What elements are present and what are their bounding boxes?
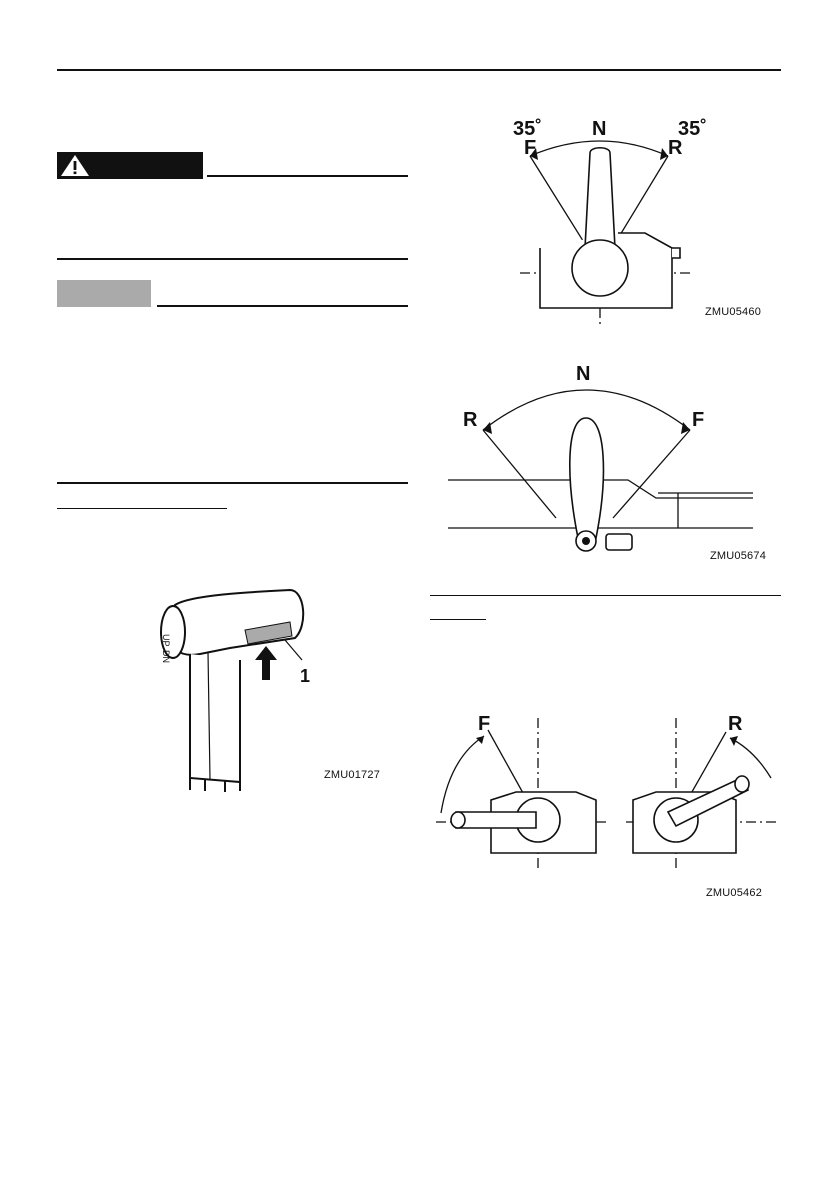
warning-header-rule bbox=[207, 175, 408, 177]
right-subheading-underline bbox=[430, 619, 486, 620]
lever-positions-figure-code: ZMU05462 bbox=[706, 887, 763, 899]
lever-angle-right-label: 35˚ bbox=[678, 118, 707, 140]
lever-positions-f-label: F bbox=[478, 713, 491, 735]
lever-angle-f-label: F bbox=[524, 137, 537, 159]
warning-triangle-icon bbox=[57, 152, 93, 179]
lever-angle-left-label: 35˚ bbox=[513, 118, 542, 140]
lever-top-f-label: F bbox=[692, 409, 705, 431]
lever-positions-figure bbox=[436, 708, 776, 874]
trim-switch-figure bbox=[130, 578, 400, 794]
lever-angle-r-label: R bbox=[668, 137, 683, 159]
lever-angle-figure bbox=[500, 108, 740, 330]
section-end-rule bbox=[57, 482, 408, 484]
warning-label-box bbox=[57, 152, 203, 179]
lever-angle-figure-code: ZMU05460 bbox=[705, 306, 762, 318]
lever-top-figure-code: ZMU05674 bbox=[710, 550, 767, 562]
lever-top-r-label: R bbox=[463, 409, 478, 431]
note-label-box bbox=[57, 280, 151, 307]
subheading-underline bbox=[57, 508, 227, 509]
lever-positions-r-label: R bbox=[728, 713, 743, 735]
page-header-rule bbox=[57, 69, 781, 71]
warning-end-rule bbox=[57, 258, 408, 260]
trim-switch-dn-label: DN bbox=[161, 650, 171, 663]
note-header-rule bbox=[157, 305, 408, 307]
trim-switch-up-label: UP bbox=[161, 634, 171, 647]
trim-switch-figure-code: ZMU01727 bbox=[324, 769, 381, 781]
right-section-rule bbox=[430, 595, 781, 596]
lever-top-n-label: N bbox=[576, 363, 591, 385]
trim-switch-callout-number: 1 bbox=[300, 666, 311, 686]
lever-top-figure bbox=[448, 358, 768, 568]
lever-angle-n-label: N bbox=[592, 118, 607, 140]
